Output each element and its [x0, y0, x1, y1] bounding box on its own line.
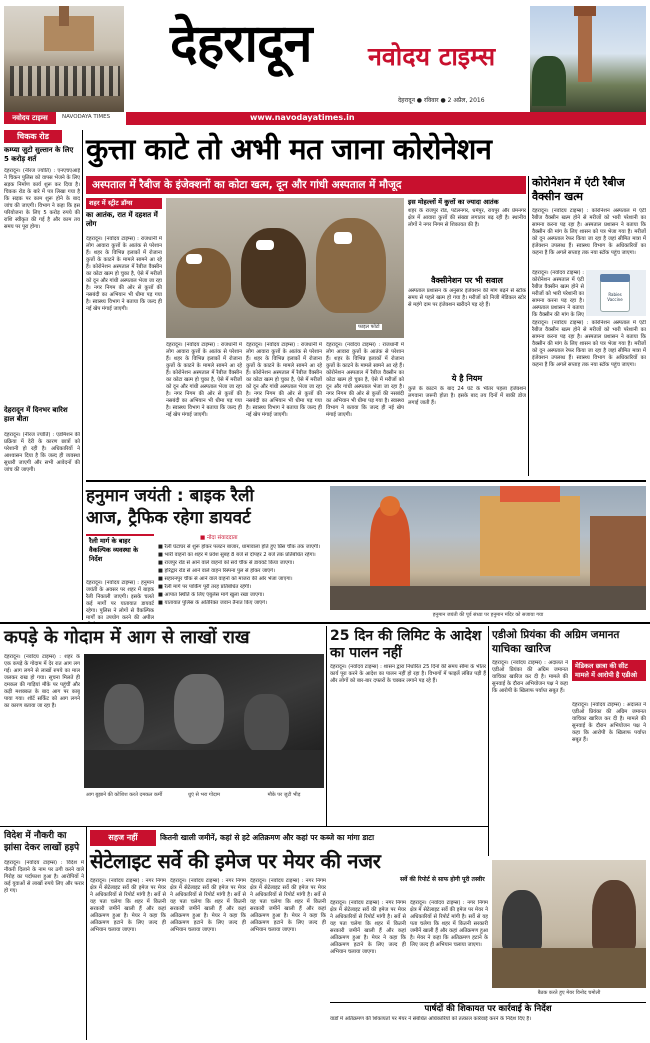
bail-body-col2: देहरादून। (नवोदय टाइम्स) : अदालत ने एडीओ प्रियंका की अग्रिम जमानत याचिका खारिज कर दी है। मामले की सुनवाई के दौरान अभियोजन पक्ष ने कहा कि आरोपी के खिलाफ पर्याप्त सबूत हैं।	[572, 702, 646, 743]
sidebar-story1-text: देहरादून। (नीरज ज्योति) : एनएचएआई ने चिकन पुलिस को वापस भेजने के लिए सड़क निर्माण कार्य शुरू कर दिया है। चिकक रोड के बारे में पत्र लिखा गया है कि सड़क पर काम शुरू होने के बाद जांच की जाएगी। विभाग ने कहा कि इस परियोजना के लिए 5 करोड़ रुपये की राशि स्वीकृत की गई है और काम तय समय पर पूरा होगा।	[4, 168, 80, 230]
masthead-left-photo	[4, 6, 124, 112]
hanuman-headline-2: आज, ट्रैफिक रहेगा डायवर्ट	[86, 508, 251, 528]
bullet-item: ■ रैली घंटाघर से शुरू होकर पलटन बाजार, धामावाला होते हुए प्रिंस चौक तक जाएगी।	[158, 544, 321, 550]
lead-box-title: वैक्सीनेशन पर भी सवाल	[431, 276, 503, 285]
fire-body-col1: देहरादून। (नवोदय टाइम्स) : शहर के एक कपड़े के गोदाम में देर रात आग लग गई। आग लगने से लाखों रुपये का माल जलकर राख हो गया। सूचना मिलते ही दमकल की गाड़ियां मौके पर पहुंचीं और कड़ी मशक्कत के बाद आग पर काबू पाया गया। शॉर्ट सर्किट को आग लगने का कारण बताया जा रहा है।	[4, 654, 80, 709]
lead-tag: शहर में स्ट्रीट डॉग्स	[86, 198, 162, 209]
satellite-sub: सर्वे की रिपोर्ट से साफ होगी पूरी तस्वीर	[400, 876, 485, 883]
lead-deck: अस्पताल में रैबीज के इंजेक्शनों का कोटा खत्म, दून और गांधी अस्पताल में मौजूद	[86, 176, 526, 194]
hanuman-temple-photo	[330, 486, 646, 610]
lead-side-title: इस मोहल्लों में कुत्तों का ज्यादा आतंक	[408, 198, 499, 206]
bullet-item: ■ भारी वाहनों का शहर में प्रवेश सुबह 8 बजे से दोपहर 2 बजे तक प्रतिबंधित रहेगा।	[158, 552, 316, 558]
satellite-body-col4: देहरादून। (नवोदय टाइम्स) : नगर निगम क्षेत्र में सेटेलाइट सर्वे की इमेज पर मेयर ने अधिकारियों से रिपोर्ट मांगी है। सर्वे से यह पता चलेगा कि शहर में कितनी सरकारी जमीनें खाली हैं और कहां अतिक्रमण हुआ है। मेयर ने कहा कि अतिक्रमण हटाने के लिए जल्द ही अभियान चलाया जाएगा।	[330, 900, 406, 955]
sidebar-story2-title: देहरादून में दिनभर बारिश हाल बीता	[4, 406, 68, 423]
right-story-body-side: देहरादून। (नवोदय टाइम्स) : कोरोनेशन अस्पताल में एंटी रैबीज वैक्सीन खत्म होने से मरीजों को भारी परेशानी का सामना करना पड़ रहा है। अस्पताल प्रशासन ने बताया कि वैक्सीन की मांग के लिए	[532, 270, 584, 318]
bullet-item: ■ हरिद्वार रोड से आने वाले वाहन रिस्पना पुल से होकर जाएंगे।	[158, 568, 276, 574]
hanuman-tag: रैली मार्ग के बाहर वैकल्पिक व्यवस्था के निर्देश	[86, 534, 154, 565]
fire-caption-1: आग बुझाने की कोशिश करते दमकल कर्मी	[85, 792, 163, 798]
vaccine-photo	[586, 270, 646, 316]
bullet-item: ■ सहारनपुर चौक से आने वाले वाहनों को माजरा की ओर भेजा जाएगा।	[158, 576, 293, 582]
sidebar-story2-text: देहरादून। (नीरज ज्योति) : एडमिशन की प्रक्रिया में देरी के कारण छात्रों को परेशानी हो रही है। अधिकारियों ने आश्वासन दिया है कि जल्द ही व्यवस्था सुधारी जाएगी और सभी आवेदनों की जांच की जाएगी।	[4, 432, 80, 473]
website[interactable]: www.navodayatimes.in	[250, 113, 355, 122]
fire-caption-2: धुएं से भरा गोदाम	[188, 792, 220, 798]
lead-headline: कुत्ता काटे तो अभी मत जाना कोरोनेशन	[86, 132, 492, 166]
lead-tag2: का आतंक, रात में दहशत में लोग	[86, 211, 158, 228]
hanuman-photo-caption: हनुमान जयंती की पूर्व संध्या पर हनुमान मंदिर को सजाया गया	[432, 612, 544, 618]
masthead-left-label: नवोदय टाइम्स	[4, 112, 56, 124]
lead-body-col1: देहरादून। (नवोदय टाइम्स) : राजधानी में लोग आवारा कुत्तों के आतंक से परेशान हैं। शहर के विभिन्न इलाकों में रोजाना कुत्तों के काटने के मामले सामने आ रहे हैं। कोरोनेशन अस्पताल में रैबीज वैक्सीन का कोटा खत्म हो चुका है, ऐसे में मरीजों को दून और गांधी अस्पताल भेजा जा रहा है। नगर निगम की ओर से कुत्तों की नसबंदी का अभियान भी धीमा पड़ गया है। स्वास्थ्य विभाग ने बताया कि जल्द ही नई खेप मंगाई जाएगी।	[86, 236, 162, 312]
satellite-body-col2: देहरादून। (नवोदय टाइम्स) : नगर निगम क्षेत्र में सेटेलाइट सर्वे की इमेज पर मेयर ने अधिकारियों से रिपोर्ट मांगी है। सर्वे से यह पता चलेगा कि शहर में कितनी सरकारी जमीनें खाली हैं और कहां अतिक्रमण हुआ है। मेयर ने कहा कि अतिक्रमण हटाने के लिए जल्द ही अभियान चलाया जाएगा।	[170, 878, 246, 933]
bullet-item: ■ आपात स्थिति के लिए एंबुलेंस मार्ग खुला रखा जाएगा।	[158, 592, 265, 598]
jobs-body: देहरादून। (नवोदय टाइम्स) : विदेश में नौकरी दिलाने के नाम पर ठगी करने वाले गिरोह का पर्दाफाश हुआ है। आरोपियों ने कई युवाओं से लाखों रुपये लिए और फरार हो गए।	[4, 860, 84, 894]
right-story-body-top: देहरादून। (नवोदय टाइम्स) : कोरोनेशन अस्पताल में एंटी रैबीज वैक्सीन खत्म होने से मरीजों को भारी परेशानी का सामना करना पड़ रहा है। अस्पताल प्रशासन ने बताया कि वैक्सीन की मांग के लिए शासन को पत्र भेजा गया है। मरीजों को दून अस्पताल रेफर किया जा रहा है जहां सीमित मात्रा में इंजेक्शन उपलब्ध हैं। स्वास्थ्य विभाग के अधिकारियों का कहना है कि अगले सप्ताह तक नया स्टॉक पहुंच जाएगा।	[532, 208, 646, 256]
bail-headline: एडीओ प्रियंका की अग्रिम जमानत याचिका खारिज	[492, 629, 620, 655]
meeting-photo-caption: बैठक करते हुए मेयर विनोद चमोली	[537, 990, 601, 996]
lead-box-body: अस्पताल प्रशासन के अनुसार इंजेक्शन की मांग बढ़ने से स्टॉक समय से पहले खत्म हो गया है। मरीजों को निजी मेडिकल स्टोर से महंगे दाम पर इंजेक्शन खरीदने पड़ रहे हैं।	[408, 288, 526, 308]
hanuman-bullets	[158, 544, 326, 622]
issue-line: देहरादून ● रविवार ● 2 अप्रैल, 2016	[398, 97, 485, 104]
hanuman-body: देहरादून। (नवोदय टाइम्स) : हनुमान जयंती के अवसर पर शहर में बाइक रैली निकाली जाएगी। इसके चलते कई मार्गों पर यातायात डायवर्ट रहेगा। पुलिस ने लोगों से वैकल्पिक मार्गों का उपयोग करने की अपील	[86, 580, 154, 621]
masthead	[0, 0, 650, 128]
lead-box2-title: ये है नियम	[451, 374, 483, 383]
right-story-headline: कोरोनेशन में एंटी रैबीज वैक्सीन खत्म	[532, 176, 625, 203]
sidebar-story1-title: कम्प्या जुटो सुल्तान के लिए 5 करोड़ शर्त	[4, 146, 74, 163]
hanuman-headline-1: हनुमान जयंती : बाइक रैली	[86, 486, 254, 506]
lead-dogs-photo	[166, 198, 404, 338]
satellite-bottom-title: पार्षदों की शिकायत पर कार्रवाई के निर्देश	[424, 1004, 552, 1014]
masthead-title: देहरादून	[170, 13, 312, 74]
deadline-body: देहरादून। (नवोदय टाइम्स) : शासन द्वारा निर्धारित 25 दिनों की समय सीमा के भीतर कार्य पूरा करने के आदेश का पालन नहीं हो रहा है। विभागों में फाइलें लंबित पड़ी हैं और लोगों को बार-बार दफ्तरों के चक्कर लगाने पड़ रहे हैं।	[330, 664, 486, 684]
jobs-headline: विदेश में नौकरी का झांसा देकर लाखों हड़पे	[4, 831, 80, 853]
satellite-headline: सेटेलाइट सर्वे की इमेज पर मेयर की नजर	[90, 849, 381, 873]
satellite-body-col1: देहरादून। (नवोदय टाइम्स) : नगर निगम क्षेत्र में सेटेलाइट सर्वे की इमेज पर मेयर ने अधिकारियों से रिपोर्ट मांगी है। सर्वे से यह पता चलेगा कि शहर में कितनी सरकारी जमीनें खाली हैं और कहां अतिक्रमण हुआ है। मेयर ने कहा कि अतिक्रमण हटाने के लिए जल्द ही अभियान चलाया जाएगा।	[90, 878, 166, 933]
lead-body-col3: देहरादून। (नवोदय टाइम्स) : राजधानी में लोग आवारा कुत्तों के आतंक से परेशान हैं। शहर के विभिन्न इलाकों में रोजाना कुत्तों के काटने के मामले सामने आ रहे हैं। कोरोनेशन अस्पताल में रैबीज वैक्सीन का कोटा खत्म हो चुका है, ऐसे में मरीजों को दून और गांधी अस्पताल भेजा जा रहा है। नगर निगम की ओर से कुत्तों की नसबंदी का अभियान भी धीमा पड़ गया है। स्वास्थ्य विभाग ने बताया कि जल्द ही नई खेप मंगाई जाएगी।	[246, 342, 322, 418]
bullet-item: ■ रैली मार्ग पर पार्किंग पूरी तरह प्रतिबंधित रहेगी।	[158, 584, 252, 590]
satellite-body-col3: देहरादून। (नवोदय टाइम्स) : नगर निगम क्षेत्र में सेटेलाइट सर्वे की इमेज पर मेयर ने अधिकारियों से रिपोर्ट मांगी है। सर्वे से यह पता चलेगा कि शहर में कितनी सरकारी जमीनें खाली हैं और कहां अतिक्रमण हुआ है। मेयर ने कहा कि अतिक्रमण हटाने के लिए जल्द ही अभियान चलाया जाएगा।	[250, 878, 326, 933]
satellite-body-col5: देहरादून। (नवोदय टाइम्स) : नगर निगम क्षेत्र में सेटेलाइट सर्वे की इमेज पर मेयर ने अधिकारियों से रिपोर्ट मांगी है। सर्वे से यह पता चलेगा कि शहर में कितनी सरकारी जमीनें खाली हैं और कहां अतिक्रमण हुआ है। मेयर ने कहा कि अतिक्रमण हटाने के लिए जल्द ही अभियान चलाया जाएगा।	[410, 900, 488, 948]
lead-body-col2: देहरादून। (नवोदय टाइम्स) : राजधानी में लोग आवारा कुत्तों के आतंक से परेशान हैं। शहर के विभिन्न इलाकों में रोजाना कुत्तों के काटने के मामले सामने आ रहे हैं। कोरोनेशन अस्पताल में रैबीज वैक्सीन का कोटा खत्म हो चुका है, ऐसे में मरीजों को दून और गांधी अस्पताल भेजा जा रहा है। नगर निगम की ओर से कुत्तों की नसबंदी का अभियान भी धीमा पड़ गया है। स्वास्थ्य विभाग ने बताया कि जल्द ही नई खेप मंगाई जाएगी।	[166, 342, 242, 418]
bullet-item: ■ राजपुर रोड से आने वाले वाहनों को सर्वे चौक से डायवर्ट किया जाएगा।	[158, 560, 295, 566]
bail-body-col1: देहरादून। (नवोदय टाइम्स) : अदालत ने एडीओ प्रियंका की अग्रिम जमानत याचिका खारिज कर दी है। मामले की सुनवाई के दौरान अभियोजन पक्ष ने कहा कि आरोपी के खिलाफ पर्याप्त सबूत हैं।	[492, 660, 568, 694]
fire-photo	[84, 654, 324, 788]
fire-headline: कपड़े के गोदाम में आग से लाखों राख	[4, 627, 250, 648]
lead-photo-caption: फाइल फोटो	[358, 324, 380, 330]
meeting-photo	[492, 860, 646, 988]
lead-body-col4: देहरादून। (नवोदय टाइम्स) : राजधानी में लोग आवारा कुत्तों के आतंक से परेशान हैं। शहर के विभिन्न इलाकों में रोजाना कुत्तों के काटने के मामले सामने आ रहे हैं। कोरोनेशन अस्पताल में रैबीज वैक्सीन का कोटा खत्म हो चुका है, ऐसे में मरीजों को दून और गांधी अस्पताल भेजा जा रहा है। नगर निगम की ओर से कुत्तों की नसबंदी का अभियान भी धीमा पड़ गया है। स्वास्थ्य विभाग ने बताया कि जल्द ही नई खेप मंगाई जाएगी।	[326, 342, 404, 418]
satellite-strap: कितनी खाली जमीनें, कहां से हटे अतिक्रमण और कहां पर कब्जे का मांगा डाटा	[160, 833, 375, 842]
lead-box2-body: कुत्ते के काटने के बाद 24 घंटे के भीतर पहला इंजेक्शन लगवाना जरूरी होता है। इसके बाद तय दिनों में बाकी डोज लगाई जाती हैं।	[408, 386, 526, 406]
satellite-bottom-body: वार्डों में अतिक्रमण की शिकायतों पर मेयर ने संबंधित अधिकारियों को तत्काल कार्रवाई करने के निर्देश दिए हैं।	[330, 1016, 532, 1022]
vial-label: Rabies Vaccine	[607, 292, 623, 302]
right-story-body-bottom: देहरादून। (नवोदय टाइम्स) : कोरोनेशन अस्पताल में एंटी रैबीज वैक्सीन खत्म होने से मरीजों को भारी परेशानी का सामना करना पड़ रहा है। अस्पताल प्रशासन ने बताया कि वैक्सीन की मांग के लिए शासन को पत्र भेजा गया है। मरीजों को दून अस्पताल रेफर किया जा रहा है जहां सीमित मात्रा में इंजेक्शन उपलब्ध हैं। स्वास्थ्य विभाग के अधिकारियों का कहना है कि अगले सप्ताह तक नया स्टॉक पहुंच जाएगा।	[532, 320, 646, 368]
lead-side-body: शहर के राजपुर रोड, पटेलनगर, धर्मपुर, रायपुर और प्रेमनगर क्षेत्र में आवारा कुत्तों की संख्या लगातार बढ़ रही है। स्थानीय लोगों ने नगर निगम से शिकायत की है।	[408, 208, 526, 228]
hanuman-byline: ■ नोदा संवाददाता	[200, 535, 238, 541]
satellite-tag: सहज नहीं	[90, 830, 156, 846]
fire-caption-3: मौके पर जुटी भीड़	[267, 792, 301, 798]
masthead-left-sub: NAVODAYA TIMES	[62, 114, 111, 120]
bail-tag: मेडिकल छात्रा की सीट मामले में आरोपी है एडीओ	[572, 660, 646, 681]
masthead-brand: नवोदय टाइम्स	[368, 42, 496, 71]
masthead-band	[126, 112, 646, 125]
sidebar-label: चिकक रोड	[4, 130, 62, 143]
deadline-headline: 25 दिन की लिमिट के आदेश का पालन नहीं	[330, 628, 482, 661]
masthead-right-photo	[530, 6, 646, 112]
bullet-item: ■ यातायात पुलिस के अतिरिक्त जवान तैनात किए जाएंगे।	[158, 600, 268, 606]
